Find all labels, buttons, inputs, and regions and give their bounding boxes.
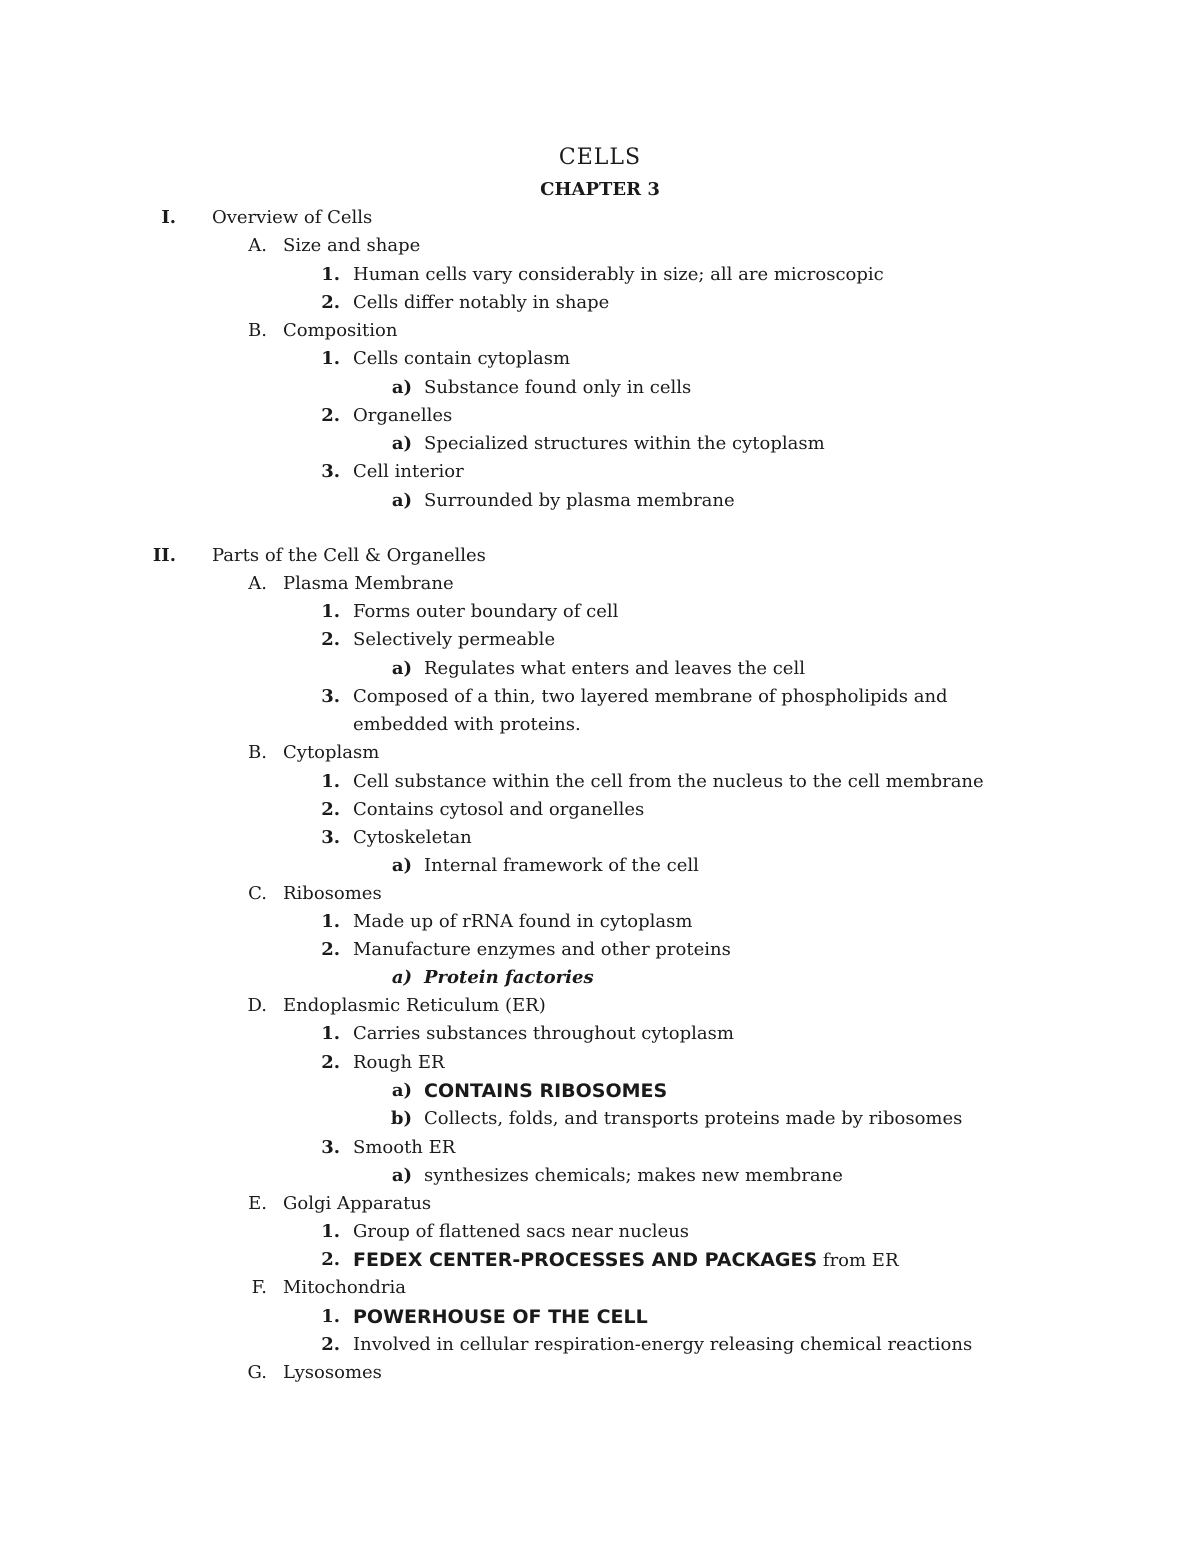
outline-item: Composed of a thin, two layered membrane of phospholipids and [353,686,948,707]
outline-number: 2. [321,1249,340,1270]
outline-letter: G. [247,1362,267,1383]
outline-number: 3. [321,461,340,482]
outline-number: 1. [321,1306,340,1327]
outline-item: Specialized structures within the cytoplasm [424,433,825,454]
outline-number: 1. [321,601,340,622]
outline-item: Collects, folds, and transports proteins made by ribosomes [424,1108,963,1129]
outline-item [353,1246,899,1274]
outline-item-continuation: embedded with proteins. [353,714,581,735]
outline-item: Lysosomes [283,1362,382,1383]
outline-item: Golgi Apparatus [283,1193,432,1214]
outline-item-emphasis: FEDEX CENTER-PROCESSES AND PACKAGES [353,1249,818,1271]
outline-item: Involved in cellular respiration-energy releasing chemical reactions [353,1334,973,1355]
outline-item: synthesizes chemicals; makes new membrane [424,1165,843,1186]
outline-subletter: a) [391,658,412,679]
outline-item: Internal framework of the cell [424,855,699,876]
outline-subletter: a) [391,377,412,398]
outline-item: Cells differ notably in shape [353,292,610,313]
outline-item: Ribosomes [283,883,382,904]
outline-letter: B. [248,320,267,341]
outline-item: Contains cytosol and organelles [353,799,645,820]
outline-item: Endoplasmic Reticulum (ER) [283,995,546,1016]
section-number: I. [161,207,176,228]
outline-number: 2. [321,1334,340,1355]
outline-item: Carries substances throughout cytoplasm [353,1023,734,1044]
outline-item: Group of flattened sacs near nucleus [353,1221,690,1242]
outline-item: Forms outer boundary of cell [353,601,619,622]
outline-subletter: a) [391,967,412,988]
outline-item: Surrounded by plasma membrane [424,490,735,511]
outline-subletter: a) [391,1165,412,1186]
outline-letter: A. [248,235,267,256]
outline-item: Cell substance within the cell from the nucleus to the cell membrane [353,771,984,792]
outline-item: Made up of rRNA found in cytoplasm [353,911,693,932]
outline-item: Organelles [353,405,453,426]
outline-item: Manufacture enzymes and other proteins [353,939,731,960]
outline-item: Substance found only in cells [424,377,692,398]
outline-letter: F. [251,1277,267,1298]
section-heading: Overview of Cells [212,207,373,228]
outline-item: Mitochondria [283,1277,406,1298]
outline-number: 2. [321,939,340,960]
section-heading: Parts of the Cell & Organelles [212,545,486,566]
outline-letter: E. [248,1193,267,1214]
outline-letter: D. [247,995,267,1016]
outline-item: Plasma Membrane [283,573,454,594]
outline-item: Selectively permeable [353,629,556,650]
outline-number: 3. [321,686,340,707]
outline-subletter: a) [391,433,412,454]
outline-item: Rough ER [353,1052,445,1073]
outline-number: 2. [321,799,340,820]
outline-item-rest: from ER [817,1250,899,1271]
outline-item-emphasis: CONTAINS RIBOSOMES [424,1080,668,1102]
outline-item: Composition [283,320,398,341]
outline-number: 2. [321,629,340,650]
outline-number: 3. [321,1137,340,1158]
outline-number: 3. [321,827,340,848]
outline-letter: C. [248,883,267,904]
outline-letter: A. [248,573,267,594]
outline-number: 2. [321,292,340,313]
outline-item: Human cells vary considerably in size; all are microscopic [353,264,884,285]
outline-number: 1. [321,1023,340,1044]
outline-letter: B. [248,742,267,763]
outline-number: 1. [321,771,340,792]
outline-number: 1. [321,348,340,369]
outline-number: 1. [321,911,340,932]
outline-number: 2. [321,1052,340,1073]
outline-item: Size and shape [283,235,421,256]
outline-number: 1. [321,1221,340,1242]
outline-subletter: a) [391,490,412,511]
outline-number: 1. [321,264,340,285]
outline-item: Cell interior [353,461,464,482]
outline-item: Cells contain cytoplasm [353,348,571,369]
outline-subletter: a) [391,855,412,876]
outline-item-emphasis: POWERHOUSE OF THE CELL [353,1306,648,1328]
outline-subletter: b) [390,1108,412,1129]
outline-item: Smooth ER [353,1137,456,1158]
document-subtitle: CHAPTER 3 [540,179,660,200]
outline-number: 2. [321,405,340,426]
section-number: II. [152,545,176,566]
outline-item: Cytoskeletan [353,827,472,848]
outline-item-emphasis: Protein factories [424,967,594,988]
outline-item: Regulates what enters and leaves the cell [424,658,805,679]
outline-item: Cytoplasm [283,742,380,763]
outline-subletter: a) [391,1080,412,1101]
document-title: CELLS [558,145,642,170]
